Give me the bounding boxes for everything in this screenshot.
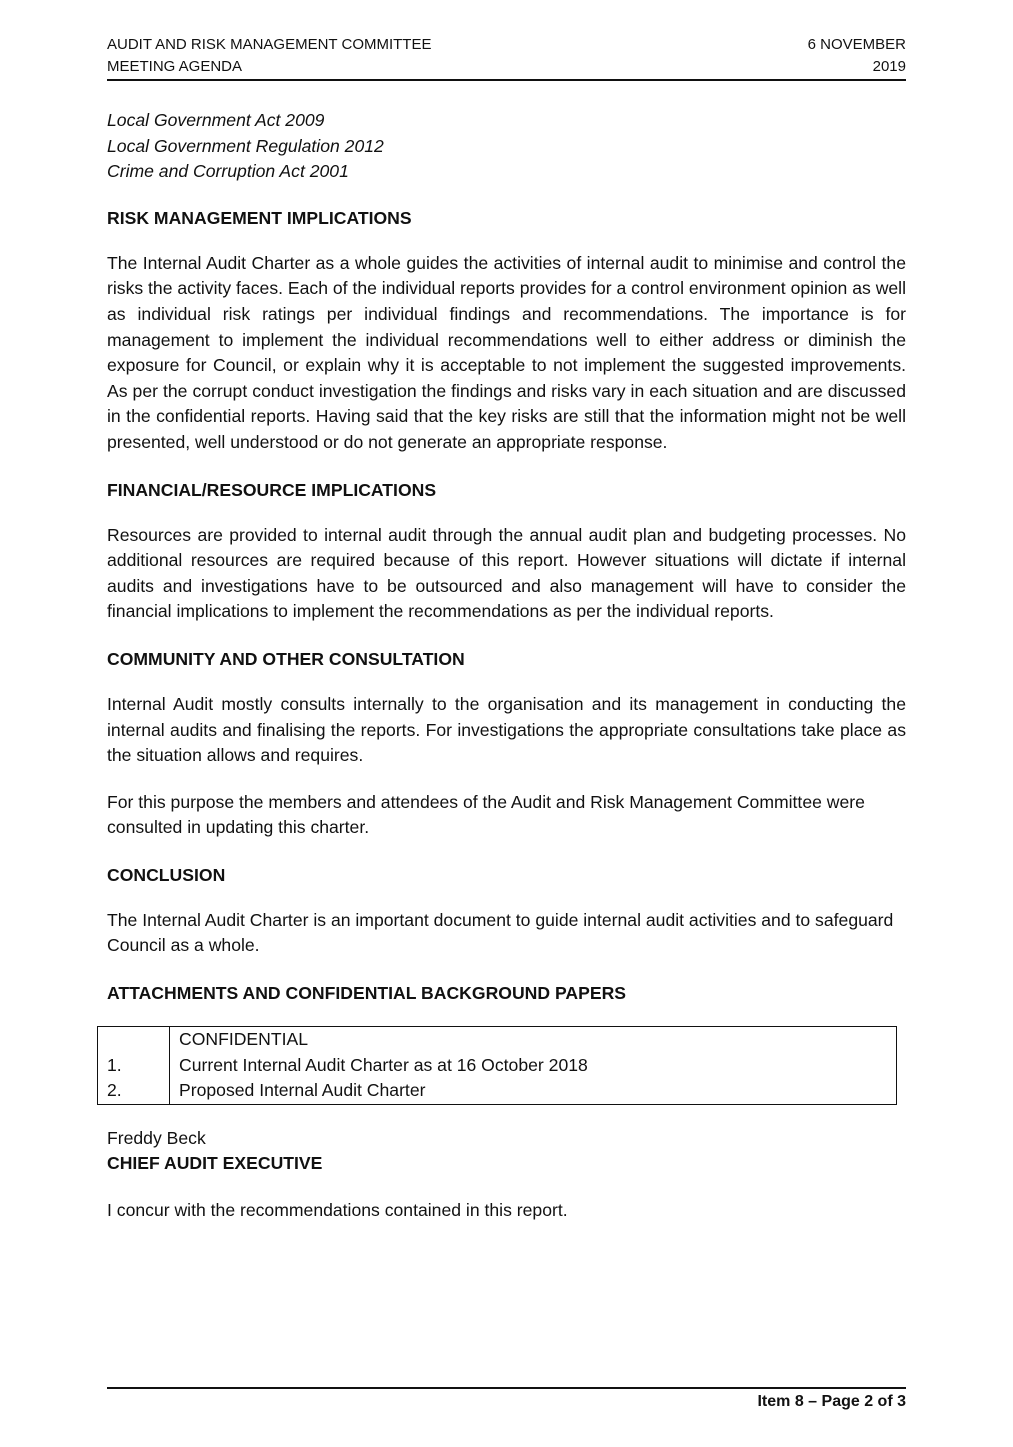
- committee-name: AUDIT AND RISK MANAGEMENT COMMITTEE: [107, 36, 432, 53]
- attachments-heading: ATTACHMENTS AND CONFIDENTIAL BACKGROUND PAPERS: [107, 983, 627, 1004]
- header-right: [808, 34, 906, 78]
- concur-statement: I concur with the recommendations contained in this report.: [107, 1200, 568, 1221]
- header-divider: [107, 79, 906, 81]
- attachments-table: [97, 1026, 897, 1105]
- attachment-description[interactable]: Proposed Internal Audit Charter: [179, 1080, 426, 1101]
- legislation-item: Local Government Act 2009: [107, 110, 325, 130]
- confidential-label: CONFIDENTIAL: [179, 1029, 309, 1050]
- community-paragraph-1: Internal Audit mostly consults internally to the organisation and its management in conducting the internal audits and finalising the reports. For investigations the appropriate consultations take place as the situation allows and requires.: [107, 693, 906, 766]
- signature-block: [107, 1126, 906, 1224]
- meeting-date-year: 2019: [872, 58, 906, 75]
- header-left: [107, 34, 431, 78]
- conclusion-paragraph: The Internal Audit Charter is an important document to guide internal audit activities and to safeguard Council as a whole.: [107, 909, 894, 956]
- risk-heading: RISK MANAGEMENT IMPLICATIONS: [107, 207, 412, 228]
- financial-heading: FINANCIAL/RESOURCE IMPLICATIONS: [107, 479, 437, 500]
- risk-paragraph: The Internal Audit Charter as a whole guides the activities of internal audit to minimise and control the risks the activity faces. Each of the individual reports provides for a control environment opinion as well as individual risk ratings per individual findings and recommendations. The importance is for management to implement the individual recommendations well to either address or diminish the exposure for Council, or explain why it is acceptable to not implement the suggested improvements. As per the corrupt conduct investigation the findings and risks vary in each situation and are discussed in the confidential reports. Having said that the key risks are still that the information might not be well presented, well understood or do not generate an appropriate response.: [107, 252, 906, 452]
- attachment-description[interactable]: Current Internal Audit Charter as at 16 October 2018: [179, 1054, 588, 1075]
- meeting-date-day: 6 NOVEMBER: [807, 36, 906, 53]
- footer-divider: [107, 1387, 906, 1389]
- signatory-name: Freddy Beck: [107, 1127, 206, 1148]
- table-row: [98, 1027, 897, 1105]
- financial-paragraph: Resources are provided to internal audit through the annual audit plan and budgeting processes. No additional resources are required because of this report. However situations will dictate if internal audits and investigations have to be outsourced and also management will have to consider the financial implications to implement the recommendations as per the individual reports.: [107, 524, 906, 622]
- signatory-title: CHIEF AUDIT EXECUTIVE: [107, 1153, 323, 1174]
- community-heading: COMMUNITY AND OTHER CONSULTATION: [107, 648, 465, 669]
- page-content: [107, 108, 906, 1245]
- page-number: Item 8 – Page 2 of 3: [757, 1393, 906, 1410]
- attachment-descriptions: [170, 1027, 897, 1105]
- legislation-item: Crime and Corruption Act 2001: [107, 161, 349, 182]
- attachment-number: 1.: [107, 1054, 122, 1075]
- conclusion-heading: CONCLUSION: [107, 864, 226, 885]
- document-type: MEETING AGENDA: [107, 58, 243, 75]
- community-paragraph-2: For this purpose the members and attendees of the Audit and Risk Management Committee were consulted in updating this charter.: [107, 791, 865, 838]
- attachment-number: 2.: [107, 1080, 122, 1101]
- attachment-numbers: [98, 1027, 170, 1105]
- legislation-item: Local Government Regulation 2012: [107, 135, 384, 156]
